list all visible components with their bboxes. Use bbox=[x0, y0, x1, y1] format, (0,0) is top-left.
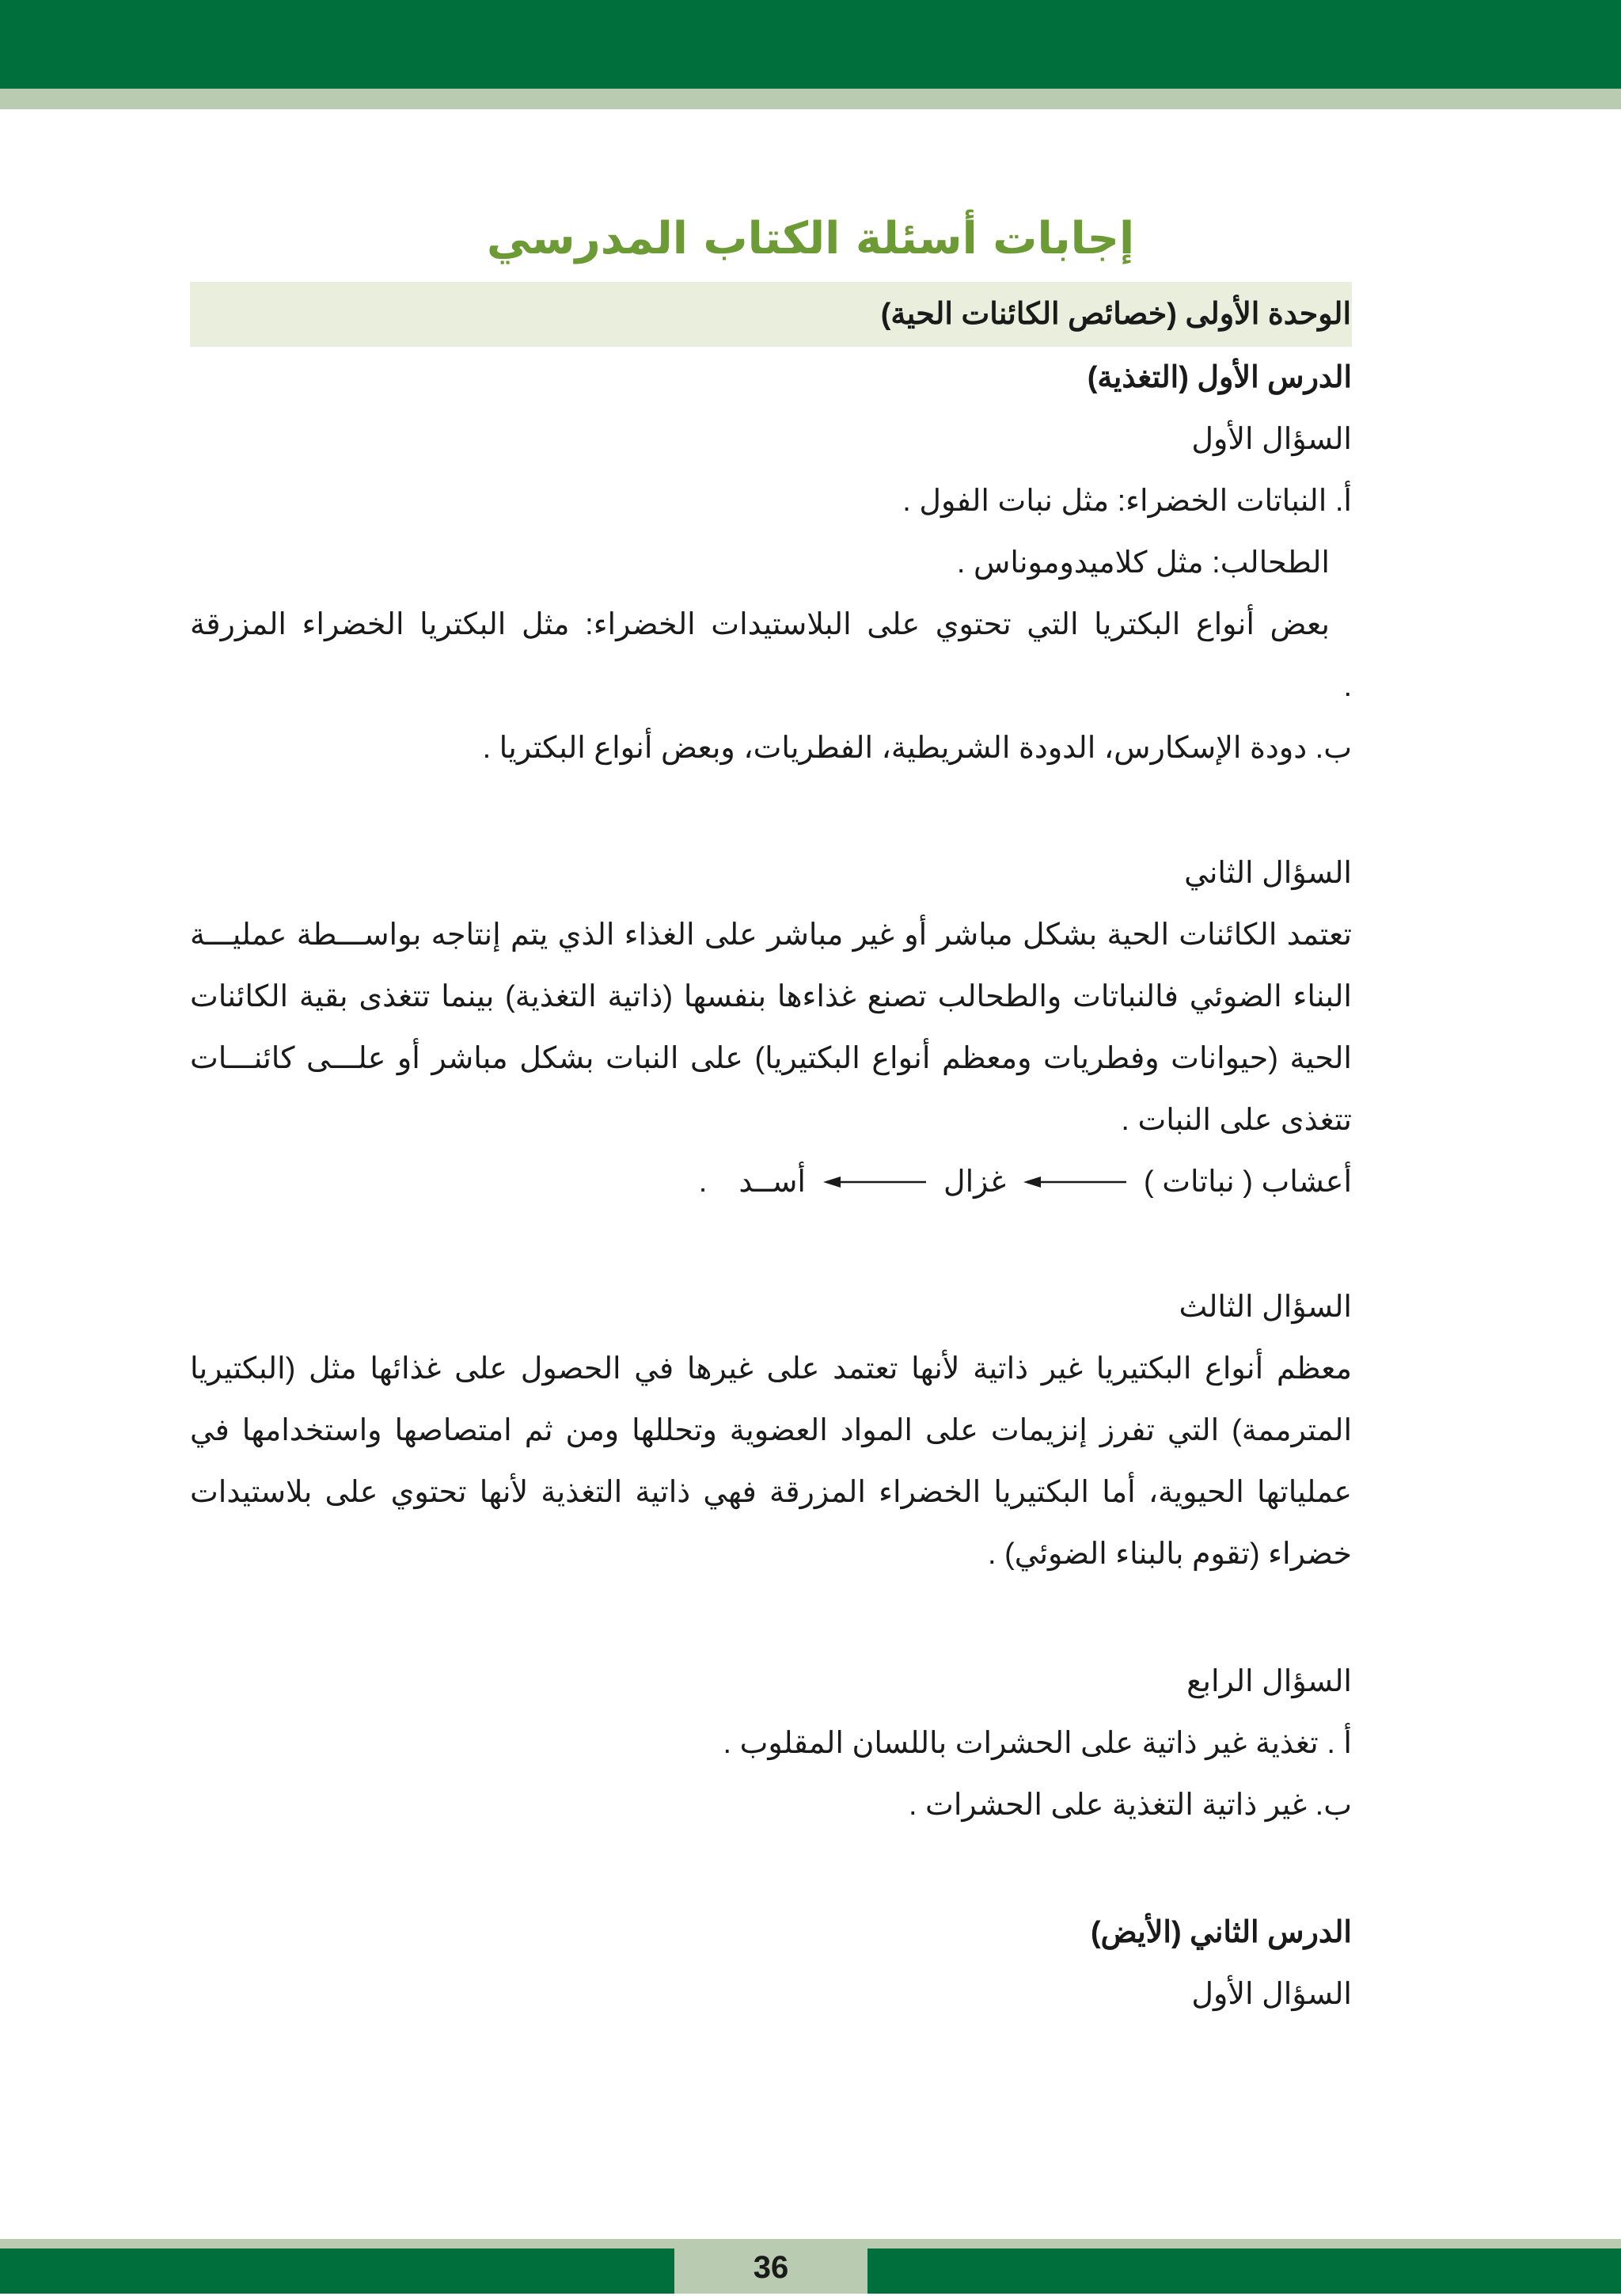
question-heading: السؤال الأول bbox=[1191, 423, 1352, 456]
paragraph-line: تتغذى على النبات . bbox=[1121, 1104, 1352, 1137]
answer-line: ب. غير ذاتية التغذية على الحشرات . bbox=[908, 1789, 1352, 1822]
lesson-title: الدرس الثاني (الأيض) bbox=[1090, 1916, 1352, 1949]
arrow-left-icon bbox=[823, 1174, 926, 1190]
page-number: 36 bbox=[674, 2239, 867, 2294]
header-band bbox=[0, 0, 1621, 89]
paragraph-line: عملياتها الحيوية، أما البكتيريا الخضراء المزرقة فهي ذاتية التغذية لأنها تحتوي على بلاستيدات bbox=[190, 1476, 1352, 1509]
chain-item: أســد bbox=[738, 1165, 806, 1199]
question-heading: السؤال الثاني bbox=[1184, 857, 1352, 890]
unit-heading: الوحدة الأولى (خصائص الكائنات الحية) bbox=[190, 282, 1352, 347]
chain-item: أعشاب ( نباتات ) bbox=[1143, 1165, 1352, 1199]
food-chain bbox=[190, 1151, 1352, 1213]
chain-end: . bbox=[698, 1165, 708, 1199]
header-stripe bbox=[0, 89, 1621, 109]
question-heading: السؤال الثالث bbox=[1179, 1291, 1352, 1324]
answer-line: ب. دودة الإسكارس، الدودة الشريطية، الفطريات، وبعض أنواع البكتريا . bbox=[482, 732, 1352, 765]
paragraph-line: الحية (حيوانات وفطريات ومعظم أنواع البكتيريا) على النبات بشكل مباشر أو علـــى كائنـــات bbox=[190, 1042, 1352, 1075]
arrow-left-icon bbox=[1023, 1174, 1126, 1190]
question-heading: السؤال الرابع bbox=[1186, 1665, 1352, 1698]
page-title: إجابات أسئلة الكتاب المدرسي bbox=[486, 213, 1135, 264]
paragraph-line: تعتمد الكائنات الحية بشكل مباشر أو غير مباشر على الغذاء الذي يتم إنتاجه بواســـطة عمليـــة bbox=[190, 918, 1352, 952]
paragraph-line: المترممة) التي تفرز إنزيمات على المواد العضوية وتحللها ومن ثم امتصاصها واستخدامها في bbox=[190, 1414, 1352, 1447]
paragraph-line: البناء الضوئي فالنباتات والطحالب تصنع غذاءها بنفسها (ذاتية التغذية) بينما تتغذى بقية الكائنات bbox=[190, 980, 1352, 1013]
chain-item: غزال bbox=[943, 1165, 1006, 1199]
paragraph-line: معظم أنواع البكتيريا غير ذاتية لأنها تعتمد على غيرها في الحصول على غذائها مثل (البكتيريا bbox=[190, 1352, 1352, 1386]
answer-line: أ . تغذية غير ذاتية على الحشرات باللسان المقلوب . bbox=[723, 1727, 1352, 1760]
paragraph-line: خضراء (تقوم بالبناء الضوئي) . bbox=[988, 1538, 1352, 1571]
document-body bbox=[190, 282, 1352, 2025]
question-heading: السؤال الأول bbox=[1191, 1978, 1352, 2011]
answer-line: الطحالب: مثل كلاميدوموناس . bbox=[956, 546, 1330, 580]
lesson-title: الدرس الأول (التغذية) bbox=[1087, 361, 1352, 394]
answer-line: أ. النباتات الخضراء: مثل نبات الفول . bbox=[902, 485, 1352, 518]
answer-line: بعض أنواع البكتريا التي تحتوي على البلاستيدات الخضراء: مثل البكتريا الخضراء المزرقة bbox=[190, 608, 1330, 641]
answer-line-end: . bbox=[1343, 670, 1352, 703]
